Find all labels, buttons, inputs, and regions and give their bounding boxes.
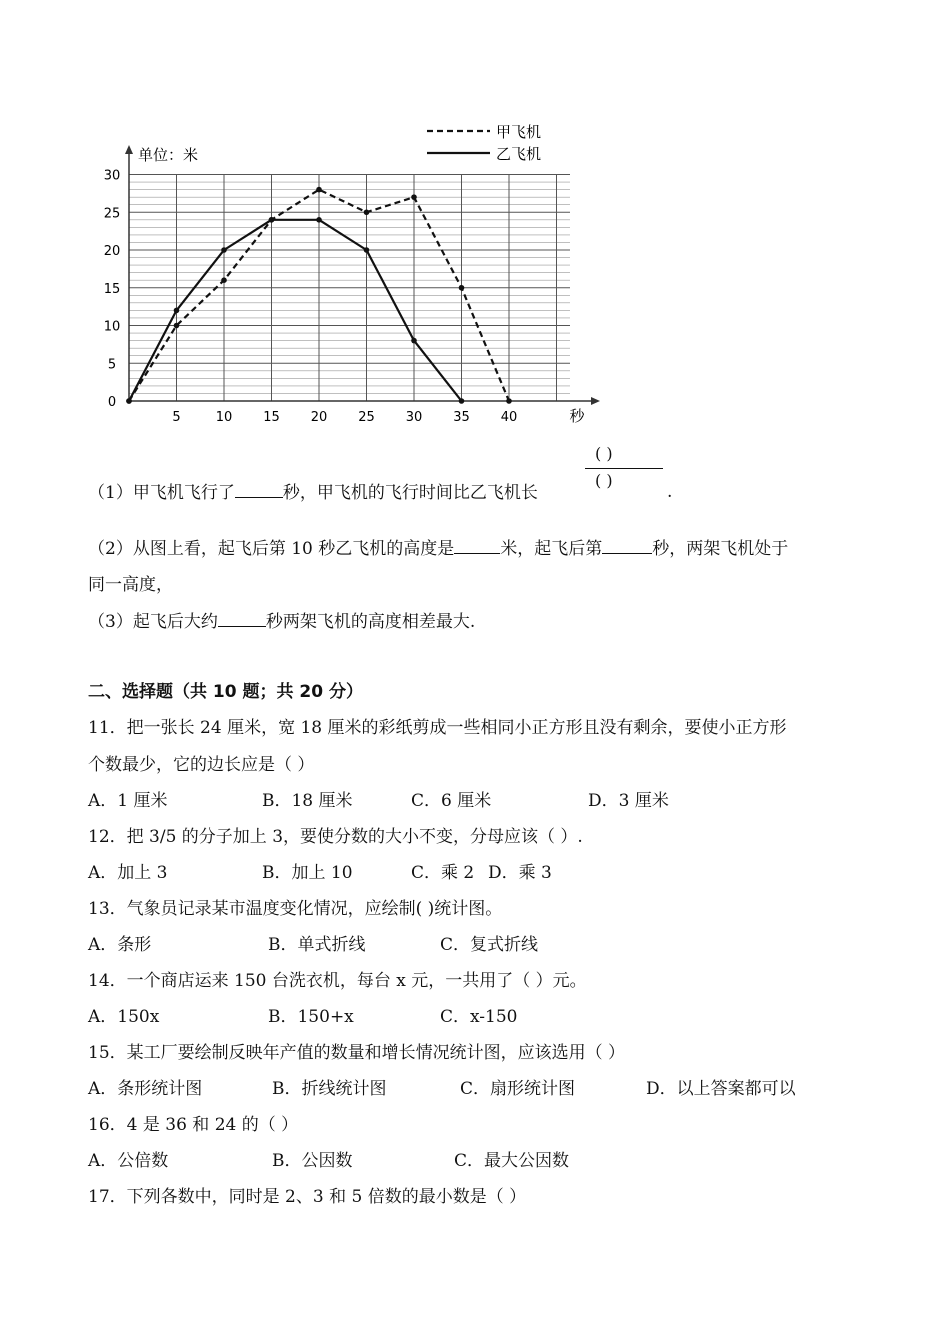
q12-option-c[interactable]: C．乘 2 bbox=[411, 863, 475, 883]
data-point bbox=[364, 209, 370, 215]
x-tick-label: 10 bbox=[215, 410, 233, 425]
q11-stem: 11．把一张长 24 厘米，宽 18 厘米的彩纸剪成一些相同小正方形且没有剩余，要使小正方形 bbox=[88, 718, 787, 738]
q2-text-b: 米，起飞后第 bbox=[500, 539, 603, 559]
q2-text-c: 秒，两架飞机处于 bbox=[652, 539, 789, 559]
q3-blank[interactable] bbox=[218, 610, 266, 627]
y-tick-label: 0 bbox=[107, 395, 117, 410]
q12-stem: 12．把 3/5 的分子加上 3，要使分数的大小不变，分母应该（ ）. bbox=[88, 827, 583, 847]
y-axis-unit-label: 单位：米 bbox=[138, 146, 199, 164]
q15-stem: 15．某工厂要绘制反映年产值的数量和增长情况统计图，应该选用（ ） bbox=[88, 1043, 626, 1063]
q11-option-b[interactable]: B．18 厘米 bbox=[262, 791, 353, 811]
q11-stem-2: 个数最少，它的边长应是（ ） bbox=[88, 755, 315, 775]
data-point bbox=[174, 308, 180, 314]
y-tick-label: 25 bbox=[103, 206, 121, 222]
section-title: 二、选择题（共 10 题；共 20 分） bbox=[88, 682, 363, 702]
q12-option-b[interactable]: B．加上 10 bbox=[262, 863, 353, 883]
x-tick-label: 30 bbox=[405, 410, 423, 425]
y-tick-label: 30 bbox=[103, 168, 121, 184]
x-axis-unit-label: 秒 bbox=[569, 407, 585, 425]
q14-option-a[interactable]: A．150x bbox=[88, 1007, 160, 1027]
data-point bbox=[459, 398, 465, 404]
legend-label-2: 乙飞机 bbox=[496, 145, 542, 163]
question-2 bbox=[88, 537, 788, 560]
q15-option-c[interactable]: C．扇形统计图 bbox=[460, 1079, 576, 1099]
data-point bbox=[221, 277, 227, 283]
data-point bbox=[506, 398, 512, 404]
data-point bbox=[221, 247, 227, 253]
q13-option-b[interactable]: B．单式折线 bbox=[268, 935, 366, 955]
chart-labels bbox=[104, 146, 586, 425]
q14-option-b[interactable]: B．150+x bbox=[268, 1007, 354, 1027]
y-tick-label: 5 bbox=[107, 357, 117, 373]
altitude-line-chart bbox=[0, 0, 950, 440]
x-tick-label: 5 bbox=[172, 410, 181, 425]
q1-blank[interactable] bbox=[235, 481, 283, 498]
y-tick-label: 20 bbox=[103, 244, 121, 259]
q15-option-d[interactable]: D．以上答案都可以 bbox=[646, 1079, 796, 1099]
q12-option-d[interactable]: D．乘 3 bbox=[488, 863, 552, 883]
x-tick-label: 40 bbox=[500, 410, 518, 425]
q1-fraction-denominator: ( ) bbox=[595, 471, 613, 490]
q2-text-a: （2）从图上看，起飞后第 10 秒乙飞机的高度是 bbox=[88, 539, 455, 559]
x-tick-label: 20 bbox=[310, 410, 328, 425]
q2-line-2: 同一高度， bbox=[88, 575, 173, 595]
data-point bbox=[411, 194, 417, 200]
question-1 bbox=[88, 481, 538, 504]
q11-option-d[interactable]: D．3 厘米 bbox=[588, 791, 669, 811]
fraction-bar bbox=[585, 468, 663, 469]
q14-option-c[interactable]: C．x-150 bbox=[440, 1007, 518, 1027]
q15-option-a[interactable]: A．条形统计图 bbox=[88, 1079, 203, 1099]
q13-option-c[interactable]: C．复式折线 bbox=[440, 935, 539, 955]
q16-option-c[interactable]: C．最大公因数 bbox=[454, 1151, 570, 1171]
q3-text-a: （3）起飞后大约 bbox=[88, 612, 218, 632]
q12-option-a[interactable]: A．加上 3 bbox=[88, 863, 168, 883]
q17-stem: 17．下列各数中，同时是 2、3 和 5 倍数的最小数是（ ） bbox=[88, 1187, 527, 1207]
data-point bbox=[174, 323, 180, 329]
q11-option-a[interactable]: A．1 厘米 bbox=[88, 791, 168, 811]
data-point bbox=[269, 217, 275, 223]
q2-blank-2[interactable] bbox=[602, 537, 652, 554]
data-point bbox=[316, 217, 322, 223]
q1-period: . bbox=[667, 482, 673, 502]
question-3 bbox=[88, 610, 475, 633]
x-tick-label: 35 bbox=[453, 410, 470, 425]
q2-blank-1[interactable] bbox=[454, 537, 500, 554]
data-point bbox=[411, 338, 417, 344]
q15-option-b[interactable]: B．折线统计图 bbox=[272, 1079, 387, 1099]
y-tick-label: 15 bbox=[103, 281, 121, 297]
q3-text-b: 秒两架飞机的高度相差最大. bbox=[265, 612, 476, 632]
q1-fraction-numerator: ( ) bbox=[595, 444, 613, 463]
q16-stem: 16．4 是 36 和 24 的（ ） bbox=[88, 1115, 299, 1135]
x-tick-label: 25 bbox=[358, 410, 375, 425]
q1-text-a: （1）甲飞机飞行了 bbox=[88, 483, 235, 503]
chart-legend bbox=[427, 123, 541, 163]
data-point bbox=[316, 187, 322, 193]
y-tick-label: 10 bbox=[103, 319, 121, 335]
q1-text-b: 秒，甲飞机的飞行时间比乙飞机长 bbox=[282, 483, 538, 503]
y-axis-arrow bbox=[125, 145, 133, 154]
x-axis-arrow bbox=[591, 397, 600, 405]
q16-option-b[interactable]: B．公因数 bbox=[272, 1151, 353, 1171]
x-tick-label: 15 bbox=[263, 410, 280, 425]
q11-option-c[interactable]: C．6 厘米 bbox=[411, 791, 492, 811]
data-point bbox=[459, 285, 465, 291]
chart-axes bbox=[125, 145, 600, 405]
data-point bbox=[364, 247, 370, 253]
q14-stem: 14．一个商店运来 150 台洗衣机，每台 x 元，一共用了（ ）元。 bbox=[88, 971, 587, 991]
legend-label-1: 甲飞机 bbox=[496, 123, 542, 141]
q13-option-a[interactable]: A．条形 bbox=[88, 935, 152, 955]
data-point bbox=[126, 398, 132, 404]
q16-option-a[interactable]: A．公倍数 bbox=[88, 1151, 169, 1171]
q13-stem: 13．气象员记录某市温度变化情况，应绘制( )统计图。 bbox=[88, 899, 503, 919]
